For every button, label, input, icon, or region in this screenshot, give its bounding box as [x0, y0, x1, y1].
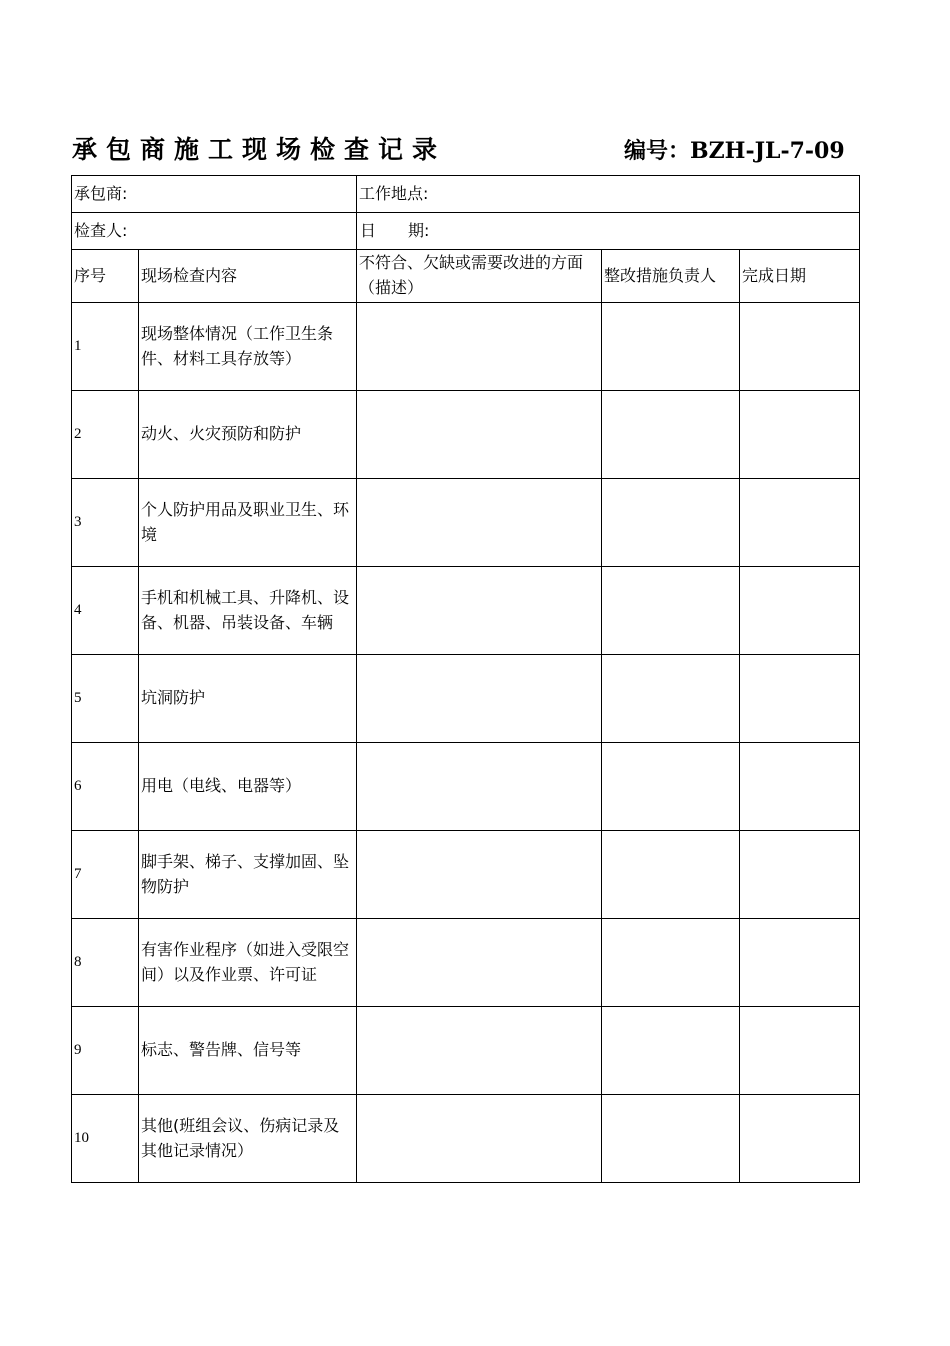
row-number-cell: 2 — [72, 391, 139, 479]
row-content-cell: 现场整体情况（工作卫生条件、材料工具存放等） — [139, 303, 357, 391]
row-issues-cell[interactable] — [357, 479, 602, 567]
inspector-field[interactable] — [72, 213, 357, 250]
column-header-seq: 序号 — [72, 250, 139, 303]
location-label: 工作地点: — [359, 183, 429, 203]
row-number-cell: 8 — [72, 919, 139, 1007]
inspection-table — [71, 175, 860, 1183]
row-due-date-cell[interactable] — [740, 919, 860, 1007]
row-content-cell: 有害作业程序（如进入受限空间）以及作业票、许可证 — [139, 919, 357, 1007]
row-number-cell: 1 — [72, 303, 139, 391]
row-content-cell: 坑洞防护 — [139, 655, 357, 743]
table-row — [72, 655, 860, 743]
row-issues-cell[interactable] — [357, 303, 602, 391]
column-header-due: 完成日期 — [740, 250, 860, 303]
inspection-rows — [72, 303, 860, 1183]
row-owner-cell[interactable] — [602, 743, 740, 831]
row-content-cell: 个人防护用品及职业卫生、环境 — [139, 479, 357, 567]
table-row — [72, 1007, 860, 1095]
column-header-owner: 整改措施负责人 — [602, 250, 740, 303]
row-owner-cell[interactable] — [602, 567, 740, 655]
table-row — [72, 567, 860, 655]
row-owner-cell[interactable] — [602, 1007, 740, 1095]
row-owner-cell[interactable] — [602, 919, 740, 1007]
table-row — [72, 1095, 860, 1183]
table-row — [72, 919, 860, 1007]
row-owner-cell[interactable] — [602, 1095, 740, 1183]
row-due-date-cell[interactable] — [740, 743, 860, 831]
row-issues-cell[interactable] — [357, 743, 602, 831]
row-issues-cell[interactable] — [357, 831, 602, 919]
row-due-date-cell[interactable] — [740, 567, 860, 655]
row-number-cell: 5 — [72, 655, 139, 743]
row-due-date-cell[interactable] — [740, 1095, 860, 1183]
row-number-cell: 10 — [72, 1095, 139, 1183]
row-number-cell: 4 — [72, 567, 139, 655]
row-due-date-cell[interactable] — [740, 1007, 860, 1095]
row-issues-cell[interactable] — [357, 1007, 602, 1095]
row-owner-cell[interactable] — [602, 479, 740, 567]
row-number-cell: 3 — [72, 479, 139, 567]
row-issues-cell[interactable] — [357, 567, 602, 655]
document-number-value: BZH-JL-7-09 — [690, 138, 845, 164]
row-content-cell: 动火、火灾预防和防护 — [139, 391, 357, 479]
row-issues-cell[interactable] — [357, 391, 602, 479]
contractor-row — [72, 176, 860, 213]
row-due-date-cell[interactable] — [740, 391, 860, 479]
table-row — [72, 391, 860, 479]
row-number-cell: 7 — [72, 831, 139, 919]
row-owner-cell[interactable] — [602, 303, 740, 391]
row-owner-cell[interactable] — [602, 655, 740, 743]
inspector-row — [72, 213, 860, 250]
row-issues-cell[interactable] — [357, 1095, 602, 1183]
column-header-issues: 不符合、欠缺或需要改进的方面（描述） — [357, 250, 602, 303]
date-label: 日 期: — [360, 220, 430, 240]
location-field[interactable] — [357, 176, 860, 213]
row-due-date-cell[interactable] — [740, 655, 860, 743]
row-content-cell: 其他(班组会议、伤病记录及其他记录情况） — [139, 1095, 357, 1183]
table-row — [72, 303, 860, 391]
row-number-cell: 9 — [72, 1007, 139, 1095]
row-content-cell: 标志、警告牌、信号等 — [139, 1007, 357, 1095]
contractor-field[interactable] — [72, 176, 357, 213]
document-number — [624, 134, 845, 165]
table-row — [72, 743, 860, 831]
column-header-row — [72, 250, 860, 303]
row-owner-cell[interactable] — [602, 831, 740, 919]
row-owner-cell[interactable] — [602, 391, 740, 479]
row-due-date-cell[interactable] — [740, 479, 860, 567]
page-title: 承包商施工现场检查记录 — [72, 135, 447, 164]
row-issues-cell[interactable] — [357, 655, 602, 743]
row-due-date-cell[interactable] — [740, 831, 860, 919]
row-issues-cell[interactable] — [357, 919, 602, 1007]
row-due-date-cell[interactable] — [740, 303, 860, 391]
column-header-content: 现场检查内容 — [139, 250, 357, 303]
contractor-label: 承包商: — [74, 183, 128, 203]
table-row — [72, 831, 860, 919]
document-number-label: 编号： — [624, 139, 691, 164]
row-content-cell: 脚手架、梯子、支撑加固、坠物防护 — [139, 831, 357, 919]
row-number-cell: 6 — [72, 743, 139, 831]
row-content-cell: 手机和机械工具、升降机、设备、机器、吊装设备、车辆 — [139, 567, 357, 655]
table-row — [72, 479, 860, 567]
inspector-label: 检查人: — [74, 220, 128, 240]
date-field[interactable] — [357, 213, 860, 250]
row-content-cell: 用电（电线、电器等） — [139, 743, 357, 831]
